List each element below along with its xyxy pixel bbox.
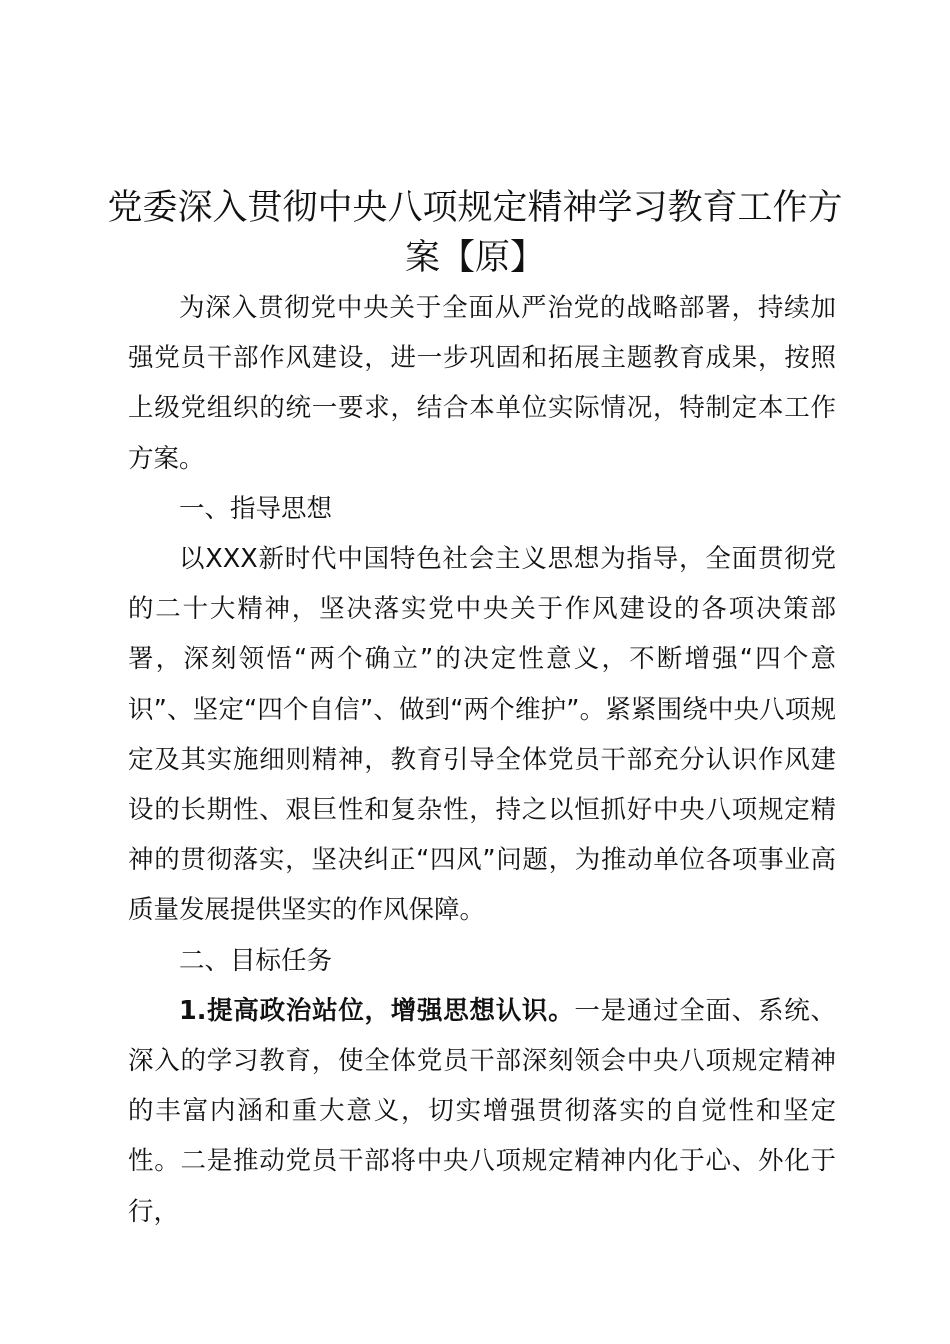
section-heading-goals: 二、目标任务 bbox=[179, 945, 333, 976]
document-body bbox=[128, 283, 836, 1237]
section-heading-guiding-ideology: 一、指导思想 bbox=[179, 493, 333, 524]
goal-item-1-paragraph bbox=[128, 986, 836, 1237]
goal-item-1-lead: 1.提高政治站位，增强思想认识。 bbox=[179, 995, 575, 1026]
guiding-ideology-paragraph: 以XXX新时代中国特色社会主义思想为指导，全面贯彻党的二十大精神，坚决落实党中央关于作风建设的各项决策部署，深刻领悟“两个确立”的决定性意义，不断增强“四个意识”、坚定“四个自信”、做到“两个维护”。紧紧围绕中央八项规定及其实施细则精神，教育引导全体党员干部充分认识作风建设的长期性、艰巨性和复杂性，持之以恒抓好中央八项规定精神的贯彻落实，坚决纠正“四风”问题，为推动单位各项事业高质量发展提供坚实的作风保障。 bbox=[128, 544, 836, 926]
intro-paragraph: 为深入贯彻党中央关于全面从严治党的战略部署，持续加强党员干部作风建设，进一步巩固和拓展主题教育成果，按照上级党组织的统一要求，结合本单位实际情况，特制定本工作方案。 bbox=[128, 293, 836, 474]
document-title: 党委深入贯彻中央八项规定精神学习教育工作方案【原】 bbox=[107, 188, 843, 278]
goal-item-1-text: 一是通过全面、系统、深入的学习教育，使全体党员干部深刻领会中央八项规定精神的丰富内涵和重大意义，切实增强贯彻落实的自觉性和坚定性。二是推动党员干部将中央八项规定精神内化于心、外化于行， bbox=[128, 995, 836, 1227]
